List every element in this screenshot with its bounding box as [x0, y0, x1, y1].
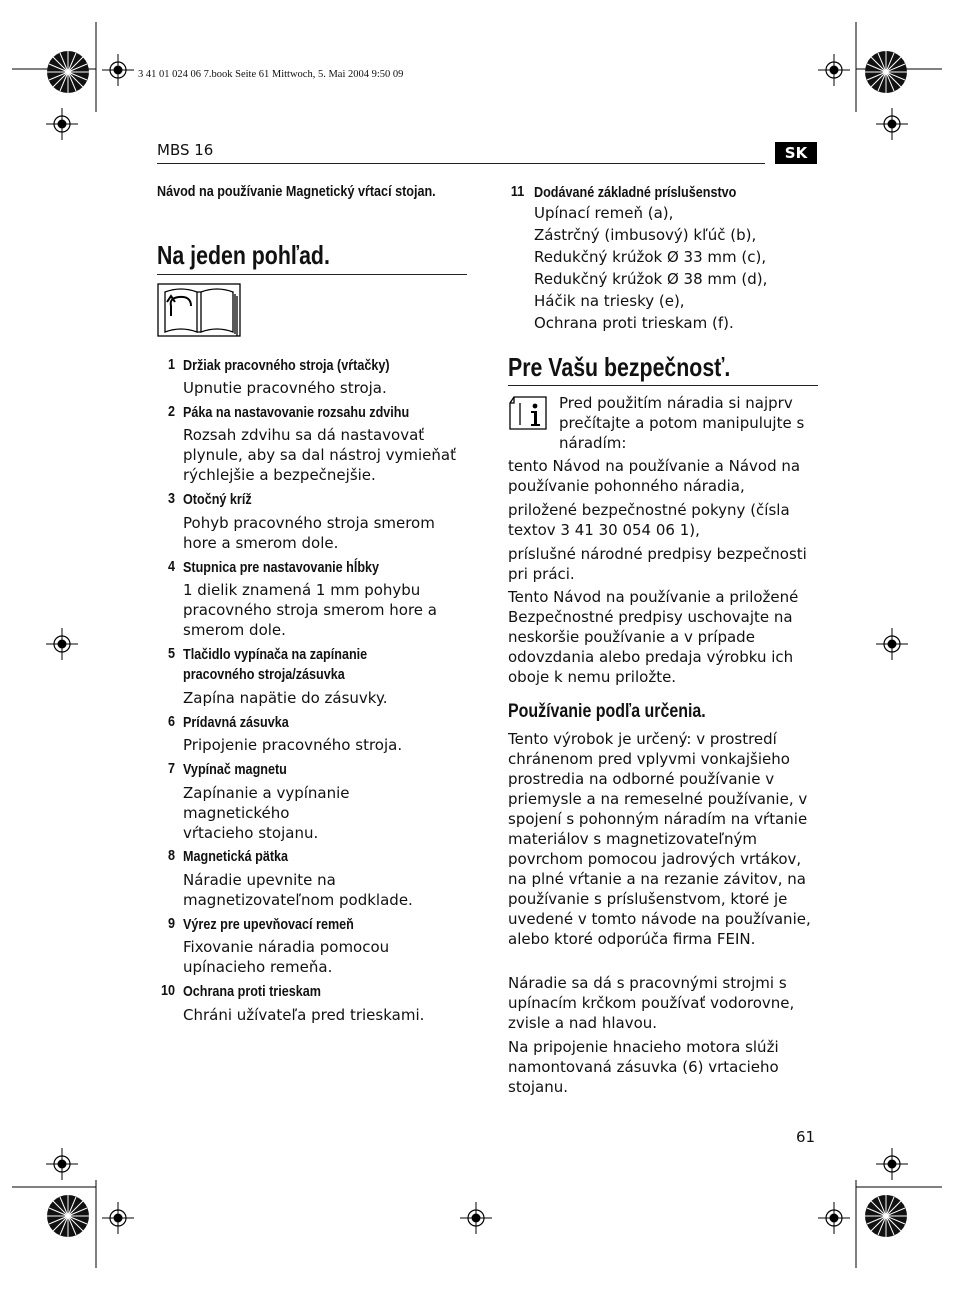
section-rule [508, 385, 818, 386]
registration-crosshair-icon [460, 1202, 492, 1234]
registration-star-icon [865, 51, 907, 93]
list-item: Redukčný krúžok Ø 38 mm (d), [534, 270, 768, 288]
registration-crosshair-icon [876, 628, 908, 660]
list-item: Upínací remeň (a), [534, 204, 674, 222]
list-item: Ochrana proti trieskam (f). [534, 314, 734, 332]
list-item: Redukčný krúžok Ø 33 mm (c), [534, 248, 767, 266]
header-rule [157, 163, 765, 164]
registration-crosshair-icon [876, 108, 908, 140]
list-item: Háčik na triesky (e), [534, 292, 685, 310]
model-name: MBS 16 [157, 141, 214, 159]
registration-crosshair-icon [46, 108, 78, 140]
section-title-safety: Pre Vašu bezpečnosť. [508, 352, 731, 382]
list-item: Zástrčný (imbusový) kľúč (b), [534, 226, 757, 244]
intended-use-paragraph: Tento výrobok je určený: v prostredí chránenom pred vplyvmi vonkajšieho prostredia na odborné používanie v priemysle a na remeselné používanie, v spojení s pohonným náradím na vŕtanie materiálov s magnetizovateľným povrchom pomocou jadrových vrtákov, na plné vŕtanie a na rezanie závitov, na používanie s príslušenstvom, ktoré je uvedené v tomto návode na používanie, alebo ktoré odporúča firma FEIN. [508, 730, 811, 948]
registration-crosshair-icon [46, 628, 78, 660]
intro-text: Návod na používanie Magnetický vŕtací stojan. [157, 183, 436, 200]
safety-paragraph: priložené bezpečnostné pokyny (čísla textov 3 41 30 054 06 1), [508, 501, 790, 539]
registration-star-icon [47, 1195, 89, 1237]
registration-star-icon [47, 51, 89, 93]
section-title-intended-use: Používanie podľa určenia. [508, 701, 706, 722]
info-icon [508, 395, 548, 431]
language-badge: SK [775, 142, 817, 164]
section-title-overview: Na jeden pohľad. [157, 240, 330, 270]
intended-use-paragraph: Na pripojenie hnacieho motora slúži namontovaná zásuvka (6) vrtacieho stojanu. [508, 1038, 779, 1096]
registration-crosshair-icon [102, 54, 134, 86]
accessories-list [534, 202, 767, 334]
safety-paragraph: príslušné národné predpisy bezpečnosti pri práci. [508, 545, 807, 583]
registration-crosshair-icon [818, 54, 850, 86]
registration-crosshair-icon [818, 1202, 850, 1234]
registration-crosshair-icon [876, 1148, 908, 1180]
registration-star-icon [865, 1195, 907, 1237]
safety-paragraph: tento Návod na používanie a Návod na používanie pohonného náradia, [508, 457, 801, 495]
section-rule [157, 274, 467, 275]
intended-use-paragraph: Náradie sa dá s pracovnými strojmi s upínacím krčkom používať vodorovne, zvisle a nad hlavou. [508, 974, 795, 1032]
safety-paragraph: Tento Návod na používanie a priložené Bezpečnostné predpisy uschovajte na neskoršie používanie a v prípade odovzdania alebo predaja výrobku ich oboje k nemu priložte. [508, 588, 799, 686]
book-icon [157, 282, 241, 338]
page-number: 61 [796, 1128, 816, 1146]
safety-info-text: Pred použitím náradia si najprv prečítajte a potom manipulujte s náradím: [559, 394, 805, 452]
registration-crosshair-icon [102, 1202, 134, 1234]
registration-crosshair-icon [46, 1148, 78, 1180]
file-info: 3 41 01 024 06 7.book Seite 61 Mittwoch, 5. Mai 2004 9:50 09 [138, 69, 404, 80]
